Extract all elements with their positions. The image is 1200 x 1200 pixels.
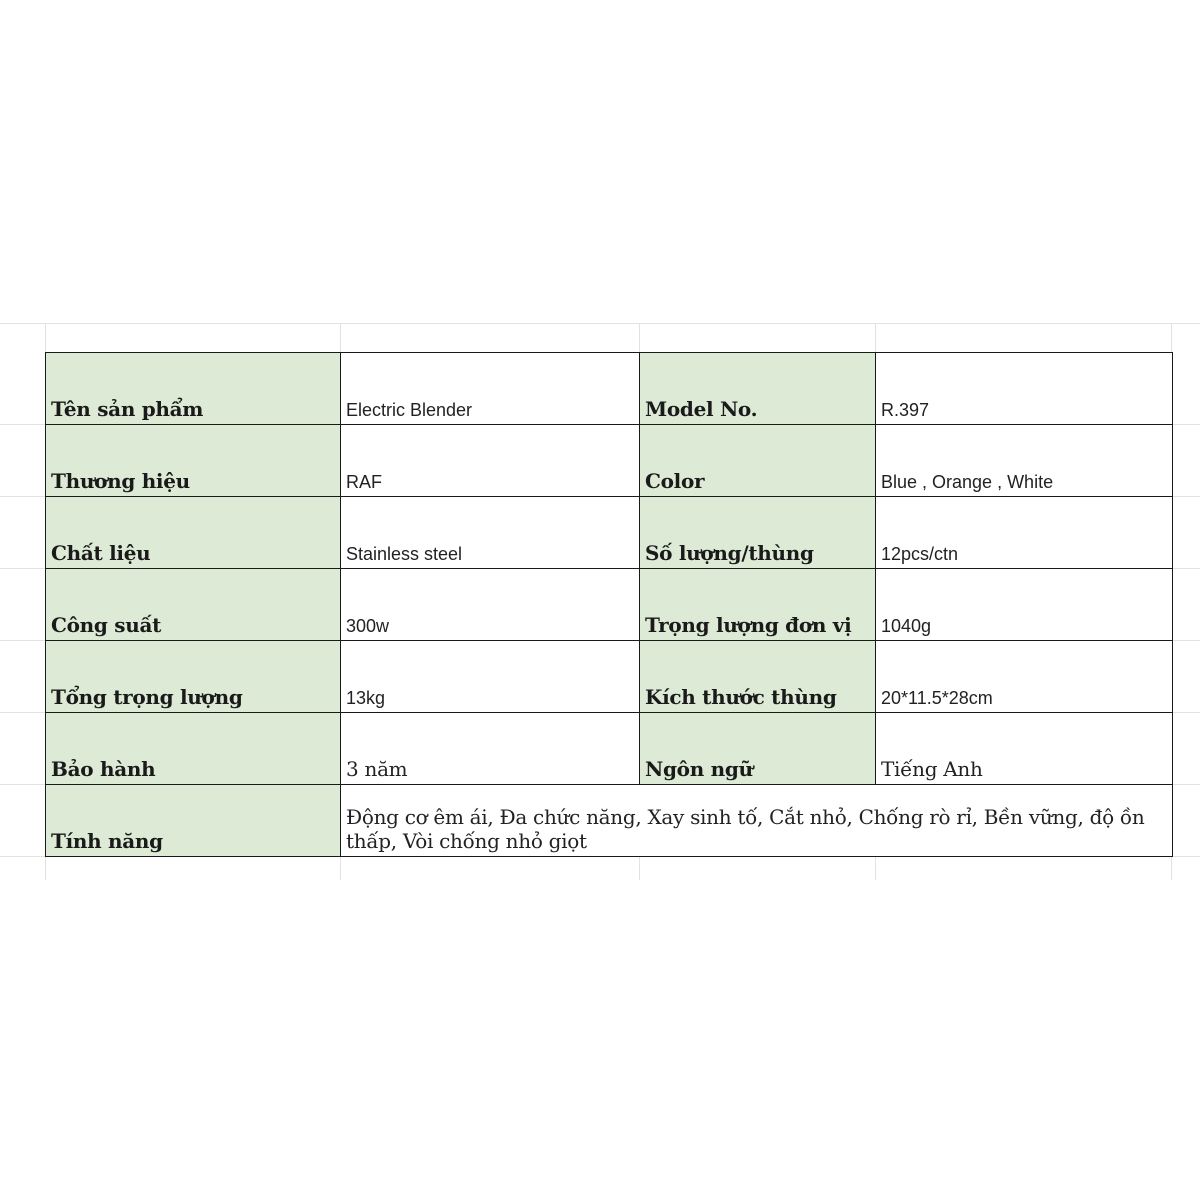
gridline (0, 323, 1200, 324)
color-label[interactable]: Color (640, 425, 876, 497)
table-row (46, 569, 1173, 641)
table-row (46, 353, 1173, 425)
power-value[interactable]: 300w (341, 569, 640, 641)
carton-size-value[interactable]: 20*11.5*28cm (876, 641, 1173, 713)
quantity-per-carton-value[interactable]: 12pcs/ctn (876, 497, 1173, 569)
brand-value[interactable]: RAF (341, 425, 640, 497)
table-row (46, 785, 1173, 857)
material-label[interactable]: Chất liệu (46, 497, 341, 569)
unit-weight-label[interactable]: Trọng lượng đơn vị (640, 569, 876, 641)
quantity-per-carton-label[interactable]: Số lượng/thùng (640, 497, 876, 569)
warranty-label[interactable]: Bảo hành (46, 713, 341, 785)
power-label[interactable]: Công suất (46, 569, 341, 641)
carton-size-label[interactable]: Kích thước thùng (640, 641, 876, 713)
unit-weight-value[interactable]: 1040g (876, 569, 1173, 641)
table-row (46, 497, 1173, 569)
total-weight-label[interactable]: Tổng trọng lượng (46, 641, 341, 713)
material-value[interactable]: Stainless steel (341, 497, 640, 569)
language-label[interactable]: Ngôn ngữ (640, 713, 876, 785)
brand-label[interactable]: Thương hiệu (46, 425, 341, 497)
features-label[interactable]: Tính năng (46, 785, 341, 857)
language-value[interactable]: Tiếng Anh (876, 713, 1173, 785)
table-row (46, 713, 1173, 785)
product-name-value[interactable]: Electric Blender (341, 353, 640, 425)
table-row (46, 425, 1173, 497)
color-value[interactable]: Blue , Orange , White (876, 425, 1173, 497)
table-row (46, 641, 1173, 713)
product-spec-table (45, 352, 1173, 857)
warranty-value[interactable]: 3 năm (341, 713, 640, 785)
model-no-value[interactable]: R.397 (876, 353, 1173, 425)
product-name-label[interactable]: Tên sản phẩm (46, 353, 341, 425)
features-value[interactable]: Động cơ êm ái, Đa chức năng, Xay sinh tố, Cắt nhỏ, Chống rò rỉ, Bền vững, độ ồn thấp, Vòi chống nhỏ giọt (341, 785, 1173, 857)
total-weight-value[interactable]: 13kg (341, 641, 640, 713)
model-no-label[interactable]: Model No. (640, 353, 876, 425)
